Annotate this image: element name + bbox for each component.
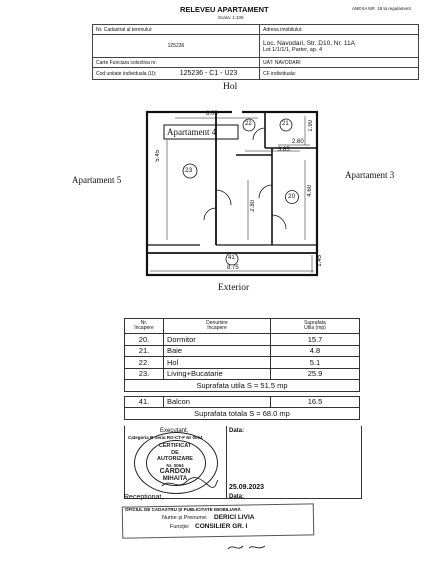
col-denumire: Denumire <box>206 319 228 326</box>
room-21-number: 21 <box>282 121 289 127</box>
office-name: OFICIUL DE CADASTRU ȘI PUBLICITATE IMOBILIARĂ <box>125 507 241 512</box>
carte-funciara-label: Carte Funciara colectiva nr. <box>93 58 260 68</box>
address-line1: Loc. Navodari, Str. D10, Nr. 11A <box>263 39 356 47</box>
rooms-table: Nr. încapere Denumire încapere Suprafata Utila (mp) 20. Dormitor 15.7 21. Baie 4.8 22. Hol 5.1 23. Living+Bucatarie 25.9 Suprafata utila S = 51.5 mp 41. Balcon 16.5 Suprafata totala S = 68.0 mp <box>124 318 360 420</box>
stamp-text: CERTIFICAT DE AUTORIZARE Nr. 0064 CARDON MIHAITA <box>157 443 193 482</box>
bottom-signature <box>225 540 275 554</box>
room-23-number: 23 <box>185 167 193 174</box>
nume-value: DERICI LIVIA <box>214 514 255 521</box>
suprafata-utila: Suprafata utila S = 51.5 mp <box>125 380 360 392</box>
dim-4-60: 4.60 <box>307 185 313 197</box>
suprafata-totala: Suprafata totala S = 68.0 mp <box>125 408 360 420</box>
table-row: 22. Hol 5.1 <box>125 357 360 369</box>
functie-label: Funcție: <box>170 524 190 530</box>
exterior-label: Exterior <box>218 283 250 293</box>
data-label-2: Data: <box>229 494 245 500</box>
door-arc-2 <box>259 185 272 198</box>
nume-label: Nume și Prenume: <box>162 515 208 521</box>
dim-2-60: 2.60 <box>292 139 304 145</box>
col-suprafata: Suprafata <box>304 319 326 326</box>
table-row: 21. Baie 4.8 <box>125 345 360 357</box>
room-20-number: 20 <box>288 193 296 200</box>
categoria-label: Categoria B Seria RO-CT-F Nr 0064 <box>128 435 203 440</box>
door-arc-5 <box>272 215 286 229</box>
door-arc-3 <box>253 128 265 140</box>
signature-scribble <box>160 476 220 490</box>
uat-label: UAT: NAVODARI <box>260 58 419 68</box>
dim-1-45: 1.45 <box>317 255 323 267</box>
document-title: RELEVEU APARTAMENT <box>180 5 269 14</box>
receptionat-label: Receptionat, <box>124 494 164 501</box>
door-arc-4 <box>204 208 216 220</box>
table-row: 41. Balcon 16.5 <box>125 396 360 408</box>
hol-label: Hol <box>223 82 238 92</box>
cod-unitate-value: 125236 - C1 - U23 <box>179 70 238 77</box>
apartament-4-label: Apartament 4 <box>167 127 217 137</box>
cadastral-label: Nr. Cadastral al terenului: <box>93 25 260 35</box>
dim-3-85: 3.85 <box>278 147 290 153</box>
cf-individuala-label: CF individuala: <box>260 68 419 80</box>
table-row: 23. Living+Bucatarie 25.9 <box>125 368 360 380</box>
date-value: 25.09.2023 <box>229 484 265 491</box>
apartament-5-label: Apartament 5 <box>72 175 122 185</box>
data-label-1: Data: <box>229 428 245 434</box>
col-nr: Nr. <box>140 319 148 326</box>
address-label: Adresa imobilului: <box>260 25 419 35</box>
address-line2: Lot 1/1/1/1, Parter, ap. 4 <box>263 46 323 53</box>
cadastral-value: 125236 <box>93 35 260 58</box>
executant-label: Executant, <box>160 428 189 434</box>
dim-1-90: 1.90 <box>308 120 314 132</box>
dim-2-80: 2.80 <box>250 200 256 212</box>
apartament-3-label: Apartament 3 <box>345 170 395 180</box>
dim-5-45: 5.45 <box>155 150 161 162</box>
table-row: 20. Dormitor 15.7 <box>125 334 360 346</box>
door-arc-1 <box>216 190 231 205</box>
dim-8-75: 8.75 <box>227 265 239 271</box>
dim-6-00: 6.00 <box>206 111 218 117</box>
functie-value: CONSILIER GR. I <box>195 523 248 530</box>
room-41-number: 41 <box>228 255 235 261</box>
room-22-number: 22 <box>245 121 252 127</box>
cod-unitate-label: Cod unitate individuala (U): <box>96 71 157 77</box>
scale-label: Scara: 1:100 <box>218 15 244 20</box>
annex-label: ANEXA NR. 18 la regulament <box>352 6 411 11</box>
